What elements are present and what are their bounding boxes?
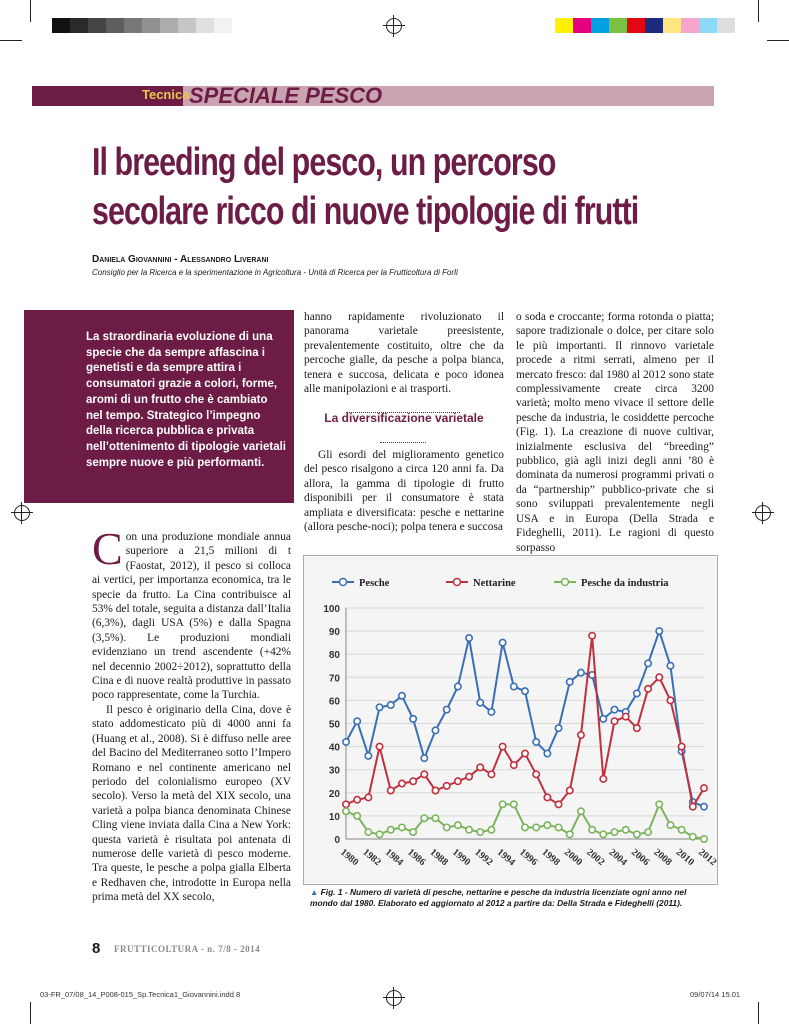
data-point xyxy=(634,831,640,837)
crop-mark xyxy=(30,1002,31,1024)
crop-mark xyxy=(758,1002,759,1024)
data-point xyxy=(388,702,394,708)
data-point xyxy=(410,829,416,835)
data-point xyxy=(488,771,494,777)
subheading: La diversificazione varietale xyxy=(324,411,484,425)
line-chart xyxy=(304,556,717,884)
data-point xyxy=(466,773,472,779)
data-point xyxy=(544,794,550,800)
data-point xyxy=(343,808,349,814)
legend-label: Pesche xyxy=(359,578,390,589)
data-point xyxy=(701,836,707,842)
y-tick-label: 70 xyxy=(328,673,340,685)
data-point xyxy=(477,829,483,835)
registration-mark-left xyxy=(14,505,30,521)
data-point xyxy=(701,785,707,791)
data-point xyxy=(600,831,606,837)
data-point xyxy=(488,827,494,833)
data-point xyxy=(477,700,483,706)
page-number: 8 xyxy=(92,940,101,957)
y-tick-label: 10 xyxy=(328,811,340,823)
y-tick-label: 80 xyxy=(328,650,340,662)
caption-arrow-icon: ▲ xyxy=(310,887,319,897)
data-point xyxy=(443,706,449,712)
data-point xyxy=(645,686,651,692)
x-tick-label: 1994 xyxy=(494,846,518,869)
legend-marker xyxy=(562,579,569,586)
x-tick-label: 1998 xyxy=(539,846,562,869)
data-point xyxy=(410,778,416,784)
column-3 xyxy=(516,310,714,555)
data-point xyxy=(376,704,382,710)
crop-mark xyxy=(758,0,759,22)
affiliation: Consiglio per la Ricerca e la sperimentazione in Agricoltura - Unità di Ricerca per la Frutticoltura di Forlì xyxy=(92,268,459,277)
registration-mark-bottom xyxy=(386,990,402,1006)
data-point xyxy=(533,771,539,777)
data-point xyxy=(578,669,584,675)
y-tick-label: 30 xyxy=(328,765,340,777)
column-1 xyxy=(92,523,291,905)
y-tick-label: 20 xyxy=(328,788,340,800)
x-tick-label: 1988 xyxy=(427,846,450,869)
magazine-footer: FRUTTICOLTURA - n. 7/8 - 2014 xyxy=(114,944,261,954)
data-point xyxy=(376,743,382,749)
data-point xyxy=(421,815,427,821)
data-point xyxy=(622,713,628,719)
data-point xyxy=(656,801,662,807)
data-point xyxy=(589,633,595,639)
data-point xyxy=(343,739,349,745)
data-point xyxy=(645,829,651,835)
legend-label: Pesche da industria xyxy=(581,578,669,589)
data-point xyxy=(667,663,673,669)
data-point xyxy=(365,829,371,835)
data-point xyxy=(488,709,494,715)
data-point xyxy=(690,803,696,809)
callout-box xyxy=(24,310,294,503)
data-point xyxy=(499,801,505,807)
col3-paragraph-1: o soda e croccante; forma rotonda o piatta; sapore tradizionale o dolce, per citare solo le più importanti. Il rinnovo varietale procede a ritmi serrati, almeno per il mercato fresco: dal 1980 al 2012 sono state complessivamente create circa 3200 varietà; molto meno vivace il settore delle pesche da industria, le cosiddette percoche (Fig. 1). La creazione di nuove cultivar, inizialmente esclusiva del “breeding” pubblico, già agli inizi degli anni ’80 è dominata da numerosi programmi privati o da “partnership” pubblico-private che si sono sviluppati prevalentemente negli USA e in Europa (Della Strada e Fideghelli, 2011). Le ragioni di questo sorpasso xyxy=(516,311,714,554)
col1-paragraph-2: Il pesco è originario della Cina, dove è stato addomesticato più di 4000 anni fa (Huang et al., 2008). Si è diffuso nelle aree del Bacino del Mediterraneo sotto l’Impero Romano e nel continente americano nel periodo del colonialismo europeo (XV secolo). Verso la metà del XIX secolo, una varietà a polpa bianca denominata Chinese Cling viene inviata dalla Cina a New York: questa varietà è risultata poi antenata di numerose delle varietà di pesco moderne. Tra queste, le pesche a polpa gialla Elberta e Redhaven che, introdotte in Europa nella prima metà del XX secolo, xyxy=(92,703,291,904)
data-point xyxy=(634,725,640,731)
data-point xyxy=(567,831,573,837)
data-point xyxy=(555,824,561,830)
data-point xyxy=(365,794,371,800)
x-tick-label: 1984 xyxy=(382,846,406,869)
data-point xyxy=(399,824,405,830)
data-point xyxy=(466,827,472,833)
data-point xyxy=(567,787,573,793)
data-point xyxy=(567,679,573,685)
data-point xyxy=(499,743,505,749)
data-point xyxy=(533,824,539,830)
y-tick-label: 100 xyxy=(323,604,340,615)
crop-mark xyxy=(0,40,22,41)
crop-mark xyxy=(767,40,789,41)
y-tick-label: 90 xyxy=(328,627,340,639)
x-tick-label: 1980 xyxy=(338,846,361,869)
data-point xyxy=(533,739,539,745)
chart-frame xyxy=(303,555,718,885)
data-point xyxy=(544,822,550,828)
data-point xyxy=(555,725,561,731)
data-point xyxy=(645,660,651,666)
data-point xyxy=(443,824,449,830)
data-point xyxy=(667,822,673,828)
data-point xyxy=(522,688,528,694)
data-point xyxy=(388,787,394,793)
color-bar xyxy=(555,18,735,33)
data-point xyxy=(477,764,483,770)
legend-marker xyxy=(340,579,347,586)
data-point xyxy=(600,716,606,722)
section-title: SPECIALE PESCO xyxy=(189,83,383,108)
data-point xyxy=(511,683,517,689)
data-point xyxy=(343,801,349,807)
data-point xyxy=(499,639,505,645)
legend-marker xyxy=(454,579,461,586)
figure-caption xyxy=(310,887,710,909)
col2-paragraph-1: hanno rapidamente rivoluzionato il panorama varietale preesistente, prevalentemente costituito, oltre che da percoche gialle, da pesche a polpa bianca, tenera e succosa, delicata e poco idonea alle manipolazioni e ai trasporti. xyxy=(304,311,504,396)
x-tick-label: 1986 xyxy=(405,846,428,869)
data-point xyxy=(522,824,528,830)
data-point xyxy=(511,762,517,768)
data-point xyxy=(555,801,561,807)
subhead-rule-bottom xyxy=(380,442,426,443)
data-point xyxy=(432,815,438,821)
data-point xyxy=(522,750,528,756)
data-point xyxy=(399,780,405,786)
column-2-top xyxy=(304,310,504,396)
data-point xyxy=(354,718,360,724)
x-tick-label: 2012 xyxy=(696,846,717,869)
data-point xyxy=(600,776,606,782)
data-point xyxy=(455,778,461,784)
data-point xyxy=(443,783,449,789)
data-point xyxy=(421,771,427,777)
data-point xyxy=(376,831,382,837)
slug-file: 03-FR_07/08_14_P008-015_Sp.Tecnica1_Giovannini.indd 8 xyxy=(40,990,241,999)
registration-mark-top xyxy=(386,18,402,34)
x-tick-label: 1996 xyxy=(517,846,540,869)
data-point xyxy=(589,827,595,833)
data-point xyxy=(622,827,628,833)
title-line-2: secolare ricco di nuove tipologie di frutti xyxy=(92,190,639,233)
x-tick-label: 2000 xyxy=(561,846,585,869)
crop-mark xyxy=(30,0,31,22)
data-point xyxy=(432,787,438,793)
col2-paragraph-2: Gli esordi del miglioramento genetico del pesco risalgono a circa 120 anni fa. Da allora, la gamma di tipologie di frutto disponibili per il consumatore è stata ampliata e diversificata: pesche e nettarine (allora pesche-noci); polpa tenera e succosa xyxy=(304,449,504,534)
article-title xyxy=(92,138,732,236)
data-point xyxy=(399,693,405,699)
data-point xyxy=(690,833,696,839)
registration-mark-right xyxy=(755,505,771,521)
data-point xyxy=(678,743,684,749)
y-tick-label: 60 xyxy=(328,696,340,708)
data-point xyxy=(421,755,427,761)
caption-text: Fig. 1 - Numero di varietà di pesche, nettarine e pesche da industria licenziate ogni anno nel mondo dal 1980. Elaborato ed aggiornato al 2012 a partire da: Della Strada e Fideghelli (2011). xyxy=(310,887,687,908)
data-point xyxy=(611,829,617,835)
x-tick-label: 1990 xyxy=(449,846,473,869)
data-point xyxy=(365,753,371,759)
grayscale-bar xyxy=(52,18,232,33)
data-point xyxy=(678,827,684,833)
data-point xyxy=(455,822,461,828)
x-tick-label: 1992 xyxy=(472,846,495,869)
callout-text: La straordinaria evoluzione di una specie che da sempre affascina i genetisti e da sempre attira i consumatori grazie a colori, forme, aromi di un frutto che è cambiato nel tempo. Strategico l’impegno della ricerca pubblica e privata nell’ottenimento di tipologie varietali sempre nuove e più performanti. xyxy=(86,331,286,469)
y-tick-label: 0 xyxy=(334,835,340,846)
dropcap: C xyxy=(92,523,123,574)
x-tick-label: 1982 xyxy=(360,846,383,869)
data-point xyxy=(578,732,584,738)
x-tick-label: 2004 xyxy=(606,846,629,869)
data-point xyxy=(354,797,360,803)
title-line-1: Il breeding del pesco, un percorso xyxy=(92,141,556,184)
data-point xyxy=(611,718,617,724)
data-point xyxy=(354,813,360,819)
data-point xyxy=(667,697,673,703)
data-point xyxy=(656,628,662,634)
data-point xyxy=(544,750,550,756)
x-tick-label: 2002 xyxy=(584,846,607,869)
data-point xyxy=(432,727,438,733)
data-point xyxy=(578,808,584,814)
authors: Daniela Giovannini - Alessandro Liverani xyxy=(92,254,269,265)
x-tick-label: 2008 xyxy=(651,846,674,869)
y-tick-label: 50 xyxy=(328,719,340,731)
x-tick-label: 2006 xyxy=(628,846,652,869)
data-point xyxy=(634,690,640,696)
data-point xyxy=(466,635,472,641)
legend-label: Nettarine xyxy=(473,578,516,589)
y-tick-label: 40 xyxy=(328,742,340,754)
section-tag: Tecnica xyxy=(142,87,190,102)
data-point xyxy=(611,706,617,712)
col1-paragraph-1: on una produzione mondiale annua superiore a 21,5 milioni di t (Faostat, 2012), il pesco si colloca ai vertici, per importanza economica, tra le specie da frutto. La Cina contribuisce al 53% del totale, seguita a distanza dall’Italia (6,3%), dagli USA (5%) e dalla Spagna (3,5%). Le produzioni mondiali evidenziano un trend ascendente (+42% nel decennio 2002÷2012), soprattutto della Cina e di nuove realtà produttive in passato poco rappresentate, come la Turchia. xyxy=(92,531,291,702)
data-point xyxy=(511,801,517,807)
data-point xyxy=(388,827,394,833)
x-tick-label: 2010 xyxy=(673,846,697,869)
data-point xyxy=(410,716,416,722)
column-2-bottom xyxy=(304,448,504,534)
slug-date: 09/07/14 15.01 xyxy=(690,990,741,999)
data-point xyxy=(455,683,461,689)
data-point xyxy=(701,803,707,809)
data-point xyxy=(656,674,662,680)
